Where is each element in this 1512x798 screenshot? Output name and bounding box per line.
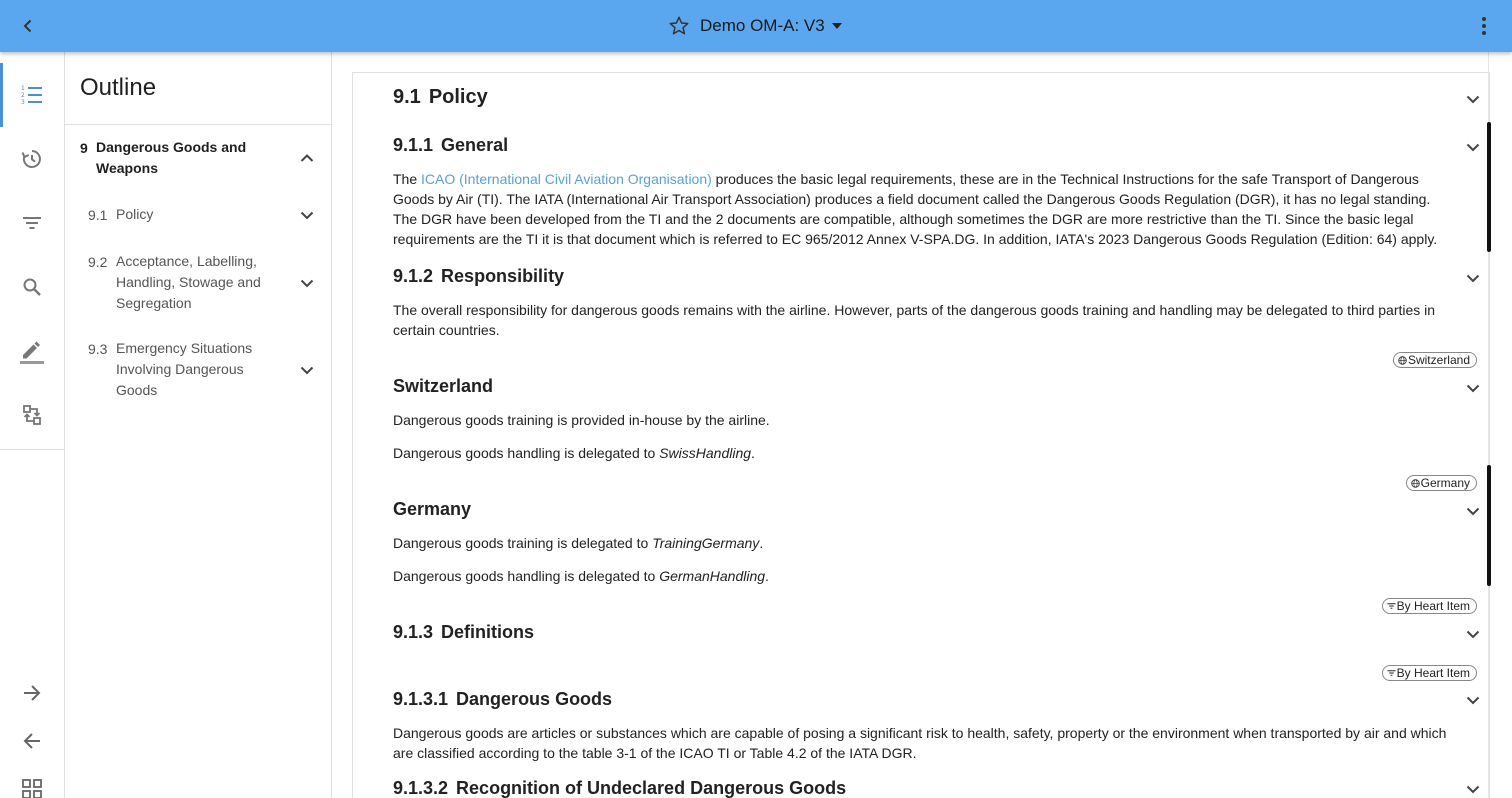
star-outline-icon[interactable] — [668, 15, 690, 37]
text: . — [751, 445, 755, 461]
top-app-bar — [0, 0, 1512, 52]
document-content — [352, 72, 1490, 798]
filter-icon — [22, 215, 42, 231]
by-heart-chip[interactable] — [1382, 598, 1477, 614]
section-heading-9-1-3-2 — [393, 778, 1453, 798]
history-icon — [21, 148, 43, 170]
section-title: Recognition of Undeclared Dangerous Goods — [456, 778, 847, 798]
outline-item-label: Emergency Situations Involving Dangerous Goods — [116, 340, 253, 398]
svg-text:1: 1 — [21, 85, 25, 92]
outline-title: Outline — [80, 74, 157, 101]
globe-icon — [1411, 479, 1420, 488]
section-number: 9.1.1 — [393, 135, 434, 155]
outline-panel — [65, 52, 332, 798]
section-title: Dangerous Goods — [456, 689, 613, 709]
section-heading-germany: Germany — [393, 499, 472, 519]
document-title-menu[interactable] — [668, 12, 843, 40]
rail-divider — [0, 449, 64, 450]
section-title: Responsibility — [441, 266, 565, 286]
filter-icon — [1387, 602, 1396, 610]
grid-icon — [22, 779, 42, 798]
emphasis: SwissHandling — [659, 445, 752, 461]
chip-label: By Heart Item — [1396, 599, 1470, 613]
arrow-left-icon — [22, 732, 42, 750]
back-button[interactable] — [14, 12, 42, 40]
text: . — [765, 568, 769, 584]
section-number: 9.1.3 — [393, 622, 434, 642]
paragraph-switzerland-handling — [393, 443, 1453, 463]
chip-label: By Heart Item — [1396, 666, 1470, 680]
filter-tab-button[interactable] — [0, 191, 64, 255]
outline-item-label: Dangerous Goods and Weapons — [96, 139, 247, 176]
document-title: Demo OM-A: V3 — [700, 16, 825, 35]
paragraph-germany-handling — [393, 566, 1453, 586]
navigation-rail — [0, 52, 65, 798]
edit-icon — [20, 338, 44, 364]
section-heading-9-1 — [393, 86, 1453, 109]
text: . — [759, 535, 764, 551]
section-heading-9-1-3 — [393, 622, 1453, 643]
outline-item-number: 9.1 — [88, 207, 108, 223]
section-number: 9.1 — [393, 86, 421, 108]
history-tab-button[interactable] — [0, 127, 64, 191]
chevron-down-icon[interactable] — [299, 275, 315, 291]
paragraph-germany-training — [393, 533, 1453, 553]
chip-label: Switzerland — [1407, 353, 1470, 367]
svg-text:2: 2 — [21, 92, 25, 99]
section-number: 9.1.3.2 — [393, 778, 449, 798]
compare-tab-button[interactable] — [0, 383, 64, 447]
change-bar-marker — [1487, 465, 1491, 586]
edit-tab-button[interactable] — [0, 319, 64, 383]
emphasis: TrainingGermany — [652, 535, 760, 551]
more-vertical-icon — [1481, 16, 1487, 36]
section-heading-switzerland: Switzerland — [393, 376, 494, 396]
chevron-down-icon[interactable] — [1465, 270, 1481, 286]
change-bar-marker — [1487, 122, 1491, 252]
chevron-down-icon[interactable] — [299, 207, 315, 223]
section-heading-9-1-1 — [393, 135, 1453, 156]
chevron-up-icon[interactable] — [299, 150, 315, 166]
paragraph-dangerous-goods: Dangerous goods are articles or substances which are capable of posing a significant risk to health, safety, property or the environment when transported by air and which are classified according to the table 3-1 of the ICAO TI or Table 4.2 of the IATA DGR. — [393, 725, 1447, 761]
text: Dangerous goods handling is delegated to — [393, 568, 660, 584]
emphasis: GermanHandling — [659, 568, 766, 584]
icao-link[interactable]: ICAO (International Civil Aviation Organisation) — [421, 171, 712, 187]
text: Dangerous goods training is delegated to — [393, 535, 653, 551]
paragraph-switzerland-training: Dangerous goods training is provided in-house by the airline. — [393, 412, 770, 428]
chevron-down-icon[interactable] — [299, 362, 315, 378]
by-heart-chip[interactable] — [1382, 665, 1477, 681]
text: produces the basic legal requirements, these are in the Technical Instructions for the safe Transport of Dangerous Goods by Air (TI). The IATA (International Air Transport Association) produces a field document called the Dangerous Goods Regulation (DGR), it has no legal standing. The DGR have been developed from the TI and the 2 documents are compatible, although sometimes the DGR are more restrictive than the TI. Since the basic legal requirements are the TI it is that document which is referred to EC 965/2012 Annex V-SPA.DG. In addition, IATA's 2023 Dangerous Goods Regulation (Edition: 64) apply. — [393, 171, 1438, 247]
chevron-down-icon[interactable] — [1465, 139, 1481, 155]
section-heading-9-1-2 — [393, 266, 1453, 287]
text: Dangerous goods handling is delegated to — [393, 445, 660, 461]
section-number: 9.1.3.1 — [393, 689, 449, 709]
outline-tab-button[interactable] — [0, 63, 64, 127]
compare-icon — [22, 404, 42, 426]
country-tag-chip[interactable] — [1406, 475, 1477, 491]
outline-item-number: 9 — [80, 140, 88, 156]
more-options-button[interactable] — [1470, 12, 1498, 40]
outline-item-label: Acceptance, Labelling, Handling, Stowage and Segregation — [116, 253, 261, 311]
outline-list-icon — [21, 85, 43, 105]
chip-label: Germany — [1420, 476, 1470, 490]
chevron-down-icon[interactable] — [1465, 380, 1481, 396]
globe-icon — [1398, 356, 1407, 365]
apps-button[interactable] — [0, 757, 64, 798]
section-title: Definitions — [441, 622, 535, 642]
country-tag-chip[interactable] — [1393, 352, 1477, 368]
chevron-down-icon[interactable] — [1465, 692, 1481, 708]
filter-icon — [1387, 669, 1396, 677]
chevron-left-icon — [20, 18, 36, 34]
search-tab-button[interactable] — [0, 255, 64, 319]
chevron-down-icon[interactable] — [1465, 626, 1481, 642]
arrow-right-icon — [22, 684, 42, 702]
search-icon — [22, 277, 42, 297]
section-title: General — [441, 135, 509, 155]
outline-item-number: 9.2 — [88, 254, 108, 270]
chevron-down-icon[interactable] — [1465, 503, 1481, 519]
text: The — [393, 171, 422, 187]
paragraph-general — [393, 169, 1453, 249]
caret-down-icon[interactable] — [831, 22, 843, 30]
outline-item-label: Policy — [116, 206, 154, 222]
section-heading-9-1-3-1 — [393, 689, 1453, 710]
svg-text:3: 3 — [21, 99, 25, 105]
outline-item-number: 9.3 — [88, 341, 108, 357]
outline-divider — [65, 124, 331, 125]
section-title: Policy — [428, 86, 488, 108]
paragraph-responsibility: The overall responsibility for dangerous goods remains with the airline. However, parts of the dangerous goods training and handling may be delegated to third parties in certain countries. — [393, 302, 1436, 338]
section-number: 9.1.2 — [393, 266, 434, 286]
chevron-down-icon[interactable] — [1465, 91, 1481, 107]
chevron-down-icon[interactable] — [1465, 781, 1481, 797]
